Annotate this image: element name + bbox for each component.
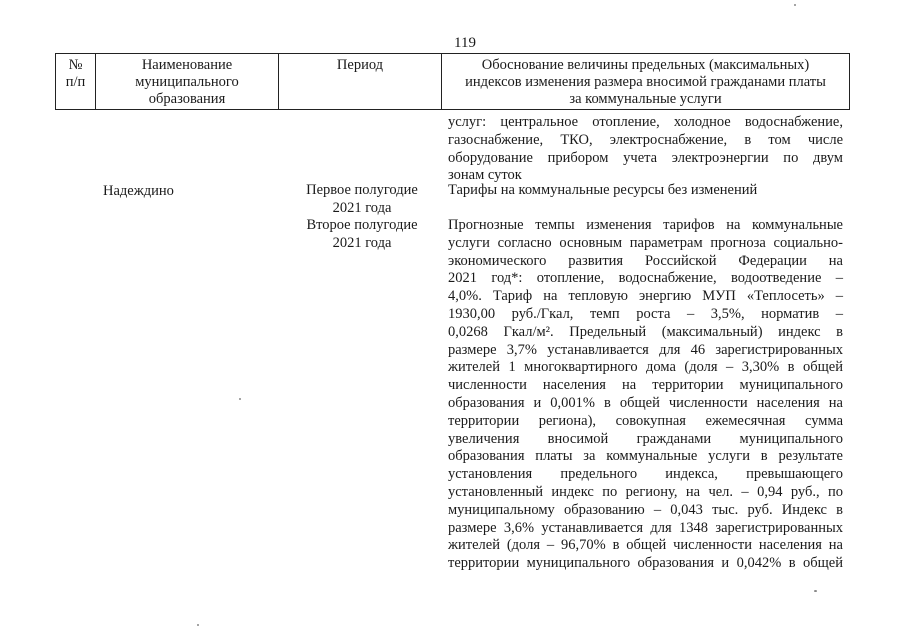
header-text: образования	[148, 91, 226, 107]
text-line: территории муниципального образования и 0,042% в общей	[448, 555, 843, 572]
header-text: Обоснование величины предельных (максимальных)	[481, 57, 810, 73]
text-line: установленный индекс по региону, на чел. – 0,94 руб., по	[448, 483, 843, 500]
text-line: территории региона), совокупная ежемесячная сумма	[448, 412, 843, 429]
period-first-half	[300, 182, 424, 218]
period-text: 2021 года	[332, 234, 392, 251]
second-half-text	[448, 217, 843, 573]
header-col-period	[279, 54, 442, 109]
period-text: Первое полугодие	[306, 182, 418, 198]
header-text: Наименование	[141, 57, 233, 73]
page-number: 119	[454, 35, 476, 51]
text-line: услуги согласно основным параметрам прогноза социально-	[448, 234, 843, 251]
header-text: п/п	[65, 74, 86, 90]
header-text: за коммунальные услуги	[569, 91, 722, 107]
text-line: размере 3,6% устанавливается для 1348 зарегистрированных	[448, 519, 843, 536]
text-line: зонам суток	[448, 167, 522, 184]
header-text: №	[68, 57, 83, 73]
header-col-number	[56, 54, 96, 109]
header-col-municipality	[96, 54, 279, 109]
text-line: образования платы за коммунальные услуги в результате	[448, 448, 843, 465]
text-line: численности населения на территории муниципального	[448, 377, 843, 394]
header-text: муниципального	[135, 74, 239, 90]
text-line: размере 3,7% устанавливается для 46 зарегистрированных	[448, 341, 843, 358]
text-line: 0,0268 Гкал/м². Предельный (максимальный) индекс в	[448, 323, 843, 340]
period-text: Второе полугодие	[306, 217, 418, 233]
scan-speck	[814, 590, 817, 592]
header-text: индексов изменения размера вносимой гражданами платы	[465, 74, 826, 90]
text-line: жителей 1 многоквартирного дома (доля – 3,30% в общей	[448, 359, 843, 376]
header-col-justification	[442, 54, 849, 109]
text-line: установления предельного индекса, превышающего	[448, 466, 843, 483]
text-line: экономического развития Российской Федерации на	[448, 252, 843, 269]
text-line: образования и 0,001% в общей численности населения на	[448, 394, 843, 411]
scan-speck	[794, 4, 796, 6]
period-second-half	[300, 217, 424, 253]
text-line: 4,0%. Тариф на тепловую энергию МУП «Теплосеть» –	[448, 288, 843, 305]
text-line: муниципальному образованию – 0,043 тыс. руб. Индекс в	[448, 501, 843, 518]
table-header	[55, 53, 850, 110]
continuation-text	[448, 114, 843, 185]
text-line: 2021 год*: отопление, водоснабжение, водоотведение –	[448, 270, 843, 287]
header-text: Период	[336, 57, 384, 73]
municipality-name: Надеждино	[103, 183, 174, 199]
text-line: Тарифы на коммунальные ресурсы без изменений	[448, 182, 758, 198]
text-line: услуг: центральное отопление, холодное водоснабжение,	[448, 114, 843, 130]
text-line: 1930,00 руб./Гкал, темп роста – 3,5%, норматив –	[448, 305, 843, 322]
text-line: Прогнозные темпы изменения тарифов на коммунальные	[448, 217, 843, 233]
scan-speck	[239, 398, 241, 400]
period-text: 2021 года	[332, 199, 392, 216]
first-half-text	[448, 182, 843, 200]
text-line: жителей (доля – 96,70% в общей численности населения на	[448, 537, 843, 554]
text-line: газоснабжение, ТКО, электроснабжение, в том числе	[448, 131, 843, 148]
scan-speck	[197, 624, 199, 626]
text-line: увеличения вносимой гражданами муниципального	[448, 430, 843, 447]
text-line: оборудование прибором учета электроэнергии по двум	[448, 149, 843, 166]
